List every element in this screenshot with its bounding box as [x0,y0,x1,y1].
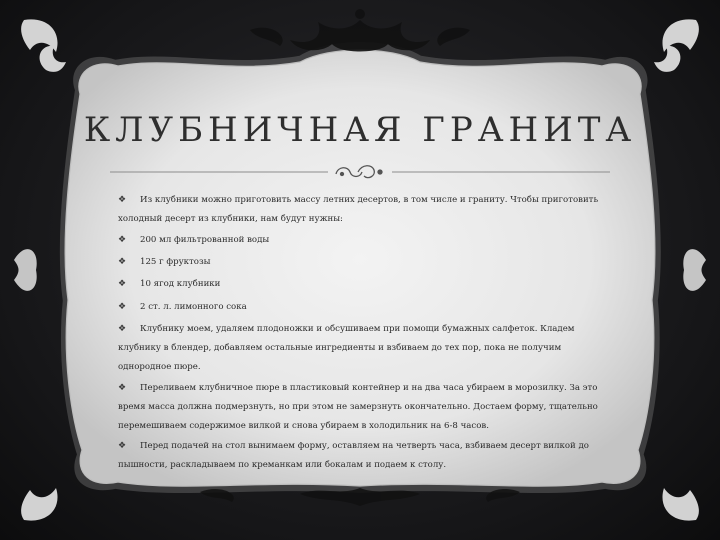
ingredient-water: ❖ 200 мл фильтрованной воды [118,231,608,250]
paragraph-intro: ❖ Из клубники можно приготовить массу летних десертов, в том числе и граниту. Чтобы приготовить холодный десерт из клубники, нам будут нужны: [118,191,608,229]
slide-title: КЛУБНИЧНАЯ ГРАНИТА [83,110,637,150]
bullet-diamond-icon: ❖ [118,195,127,205]
bullet-diamond-icon: ❖ [118,301,127,312]
step-serve: ❖ Перед подачей на стол вынимаем форму, оставляем на четверть часа, взбиваем десерт вилкой до пышности, раскладываем по креманкам или бокалам и подаем к столу. [118,437,608,475]
bullet-diamond-icon: ❖ [118,256,127,267]
slide-body [118,191,608,477]
bullet-diamond-icon: ❖ [118,382,127,393]
ingredient-fructose: ❖ 125 г фруктозы [118,253,608,272]
bullet-diamond-icon: ❖ [118,279,127,290]
bullet-diamond-icon: ❖ [118,324,127,335]
ingredient-lemon-juice: ❖ 2 ст. л. лимонного сока [118,298,608,317]
bullet-diamond-icon: ❖ [118,441,127,452]
ingredient-strawberries: ❖ 10 ягод клубники [118,275,608,294]
step-blend: ❖ Клубнику моем, удаляем плодоножки и обсушиваем при помощи бумажных салфеток. Кладем клубнику в блендер, добавляем остальные ингредиенты и взбиваем до тех пор, пока не получим однородное пюре. [118,320,608,377]
bullet-diamond-icon: ❖ [118,234,127,245]
step-freeze: ❖ Переливаем клубничное пюре в пластиковый контейнер и на два часа убираем в морозилку. За это время масса должна подмерзнуть, но при этом не замерзнуть окончательно. Достаем форму, тщательно перемешиваем содержимое вилкой и снова убираем в холодильник на 6-8 часов. [118,379,608,436]
title-divider [110,160,610,184]
scroll-ornament-icon [336,166,382,178]
